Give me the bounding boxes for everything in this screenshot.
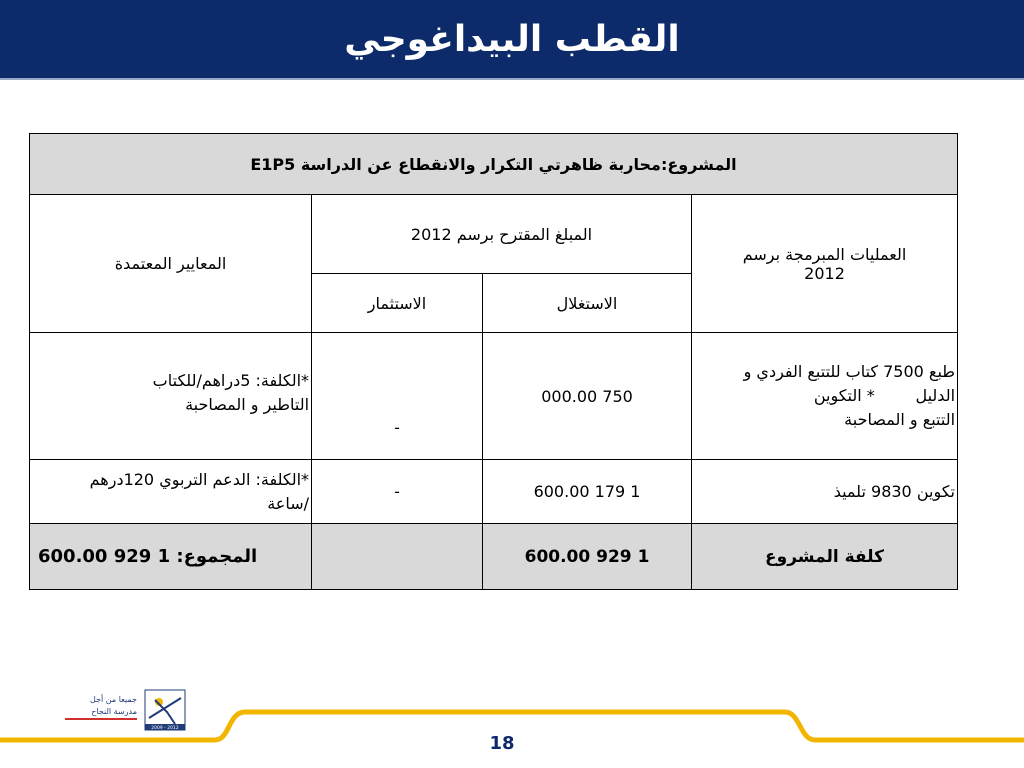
row1-criteria-line2: التاطير و المصاحبة [185, 395, 310, 414]
col-amount-header: المبلغ المقترح برسم 2012 [312, 195, 692, 274]
row2-investment: - [312, 460, 483, 524]
logo-years: 2009 - 2012 [151, 726, 179, 731]
table-header: المشروع:محاربة ظاهرتي التكرار والانقطاع عن الدراسة E1P5 [30, 134, 958, 195]
slide-title: القطب البيداغوجي [344, 18, 680, 60]
col-investment-header: الاستثمار [312, 274, 483, 333]
slide-title-bar [0, 0, 1024, 80]
row1-operation-line1: طبع 7500 كتاب للتتبع الفردي و [743, 362, 956, 381]
row1-operation [692, 333, 958, 460]
col-criteria-header: المعايير المعتمدة [30, 195, 312, 333]
total-criteria: المجموع: 1 929 600.00 [30, 524, 312, 590]
logo-line2: مدرسة النجاح [91, 707, 137, 716]
total-label: كلفة المشروع [692, 524, 958, 590]
row2-operation-line1: تكوين 9830 تلميذ [833, 481, 956, 501]
logo-line1: جميعا من أجل [90, 695, 137, 704]
row1-criteria-line1: *الكلفة: 5دراهم/للكتاب [152, 371, 310, 390]
page-number: 18 [489, 733, 515, 754]
total-row [30, 524, 958, 590]
logo-graphic [55, 688, 195, 733]
col-operations-header: العمليات المبرمجة برسم 2012 [692, 195, 958, 333]
row1-operating: 750 000.00 [483, 333, 692, 460]
row1-investment [312, 333, 483, 460]
row1-operation-line2: الدليل * التكوين [813, 386, 956, 405]
row2-criteria-line1: *الكلفة: الدعم التربوي 120درهم [89, 469, 310, 489]
total-operating: 1 929 600.00 [483, 524, 692, 590]
row2-criteria-line2: /ساعة [267, 493, 310, 513]
row1-criteria [30, 333, 312, 460]
row1-investment-value: - [394, 418, 400, 437]
school-success-logo [55, 688, 195, 733]
table-row [30, 460, 958, 524]
col-operating-header: الاستغلال [483, 274, 692, 333]
table-row [30, 333, 958, 460]
project-table [29, 133, 958, 590]
row2-operation [692, 460, 958, 524]
row2-criteria [30, 460, 312, 524]
row1-operation-line3: التتبع و المصاحبة [844, 410, 956, 429]
total-investment [312, 524, 483, 590]
row2-operating: 1 179 600.00 [483, 460, 692, 524]
